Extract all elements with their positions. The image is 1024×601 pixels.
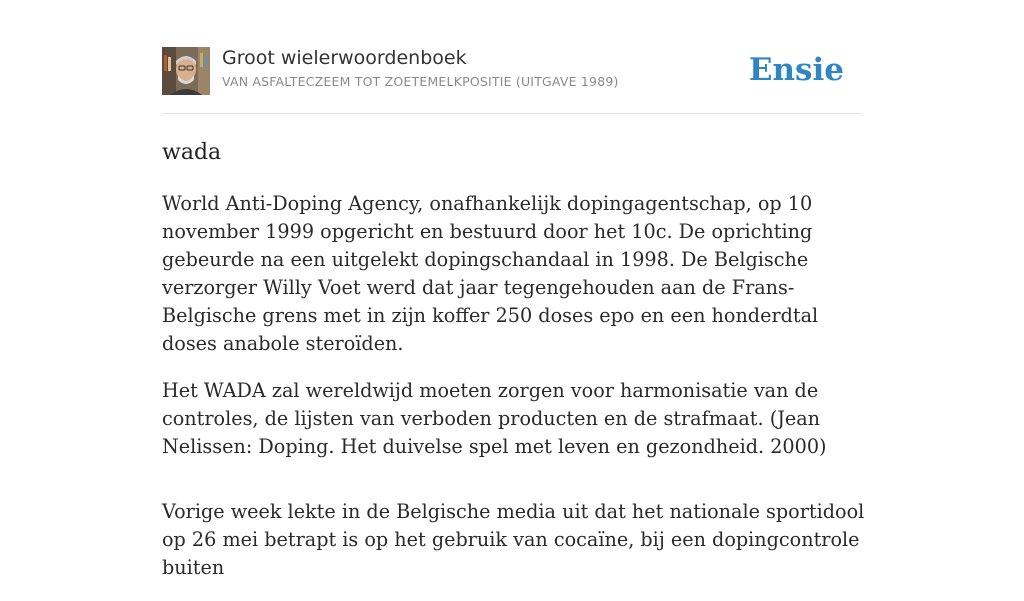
ensie-logo-link[interactable]: Ensie [748,52,844,88]
author-avatar[interactable] [162,47,210,95]
book-header [162,46,862,96]
author-portrait-icon [162,47,210,95]
entry-term: wada [162,140,222,165]
header-divider [162,113,862,114]
entry-definition [162,190,872,601]
book-title[interactable]: Groot wielerwoordenboek [222,47,467,69]
example-paragraph: Vorige week lekte in de Belgische media uit dat het nationale sportidool op 26 mei betrapt is op het gebruik van cocaïne, bij een dopingcontrole buiten [162,500,865,579]
book-subtitle: VAN ASFALTECZEEM TOT ZOETEMELKPOSITIE (UITGAVE 1989) [222,74,619,89]
definition-paragraph: Het WADA zal wereldwijd moeten zorgen voor harmonisatie van de controles, de lijsten van verboden producten en de strafmaat. (Jean Nelissen: Doping. Het duivelse spel met leven en gezondheid. 2000) [162,379,827,458]
definition-paragraph: World Anti-Doping Agency, onafhankelijk dopingagentschap, op 10 november 1999 opgericht en bestuurd door het 10c. De oprichting gebeurde na een uitgelekt dopingschandaal in 1998. De Belgische verzorger Willy Voet werd dat jaar tegengehouden aan de Frans-Belgische grens met in zijn koffer 250 doses epo en een honderdtal doses anabole steroïden. [162,192,819,355]
entry-page [162,0,865,579]
